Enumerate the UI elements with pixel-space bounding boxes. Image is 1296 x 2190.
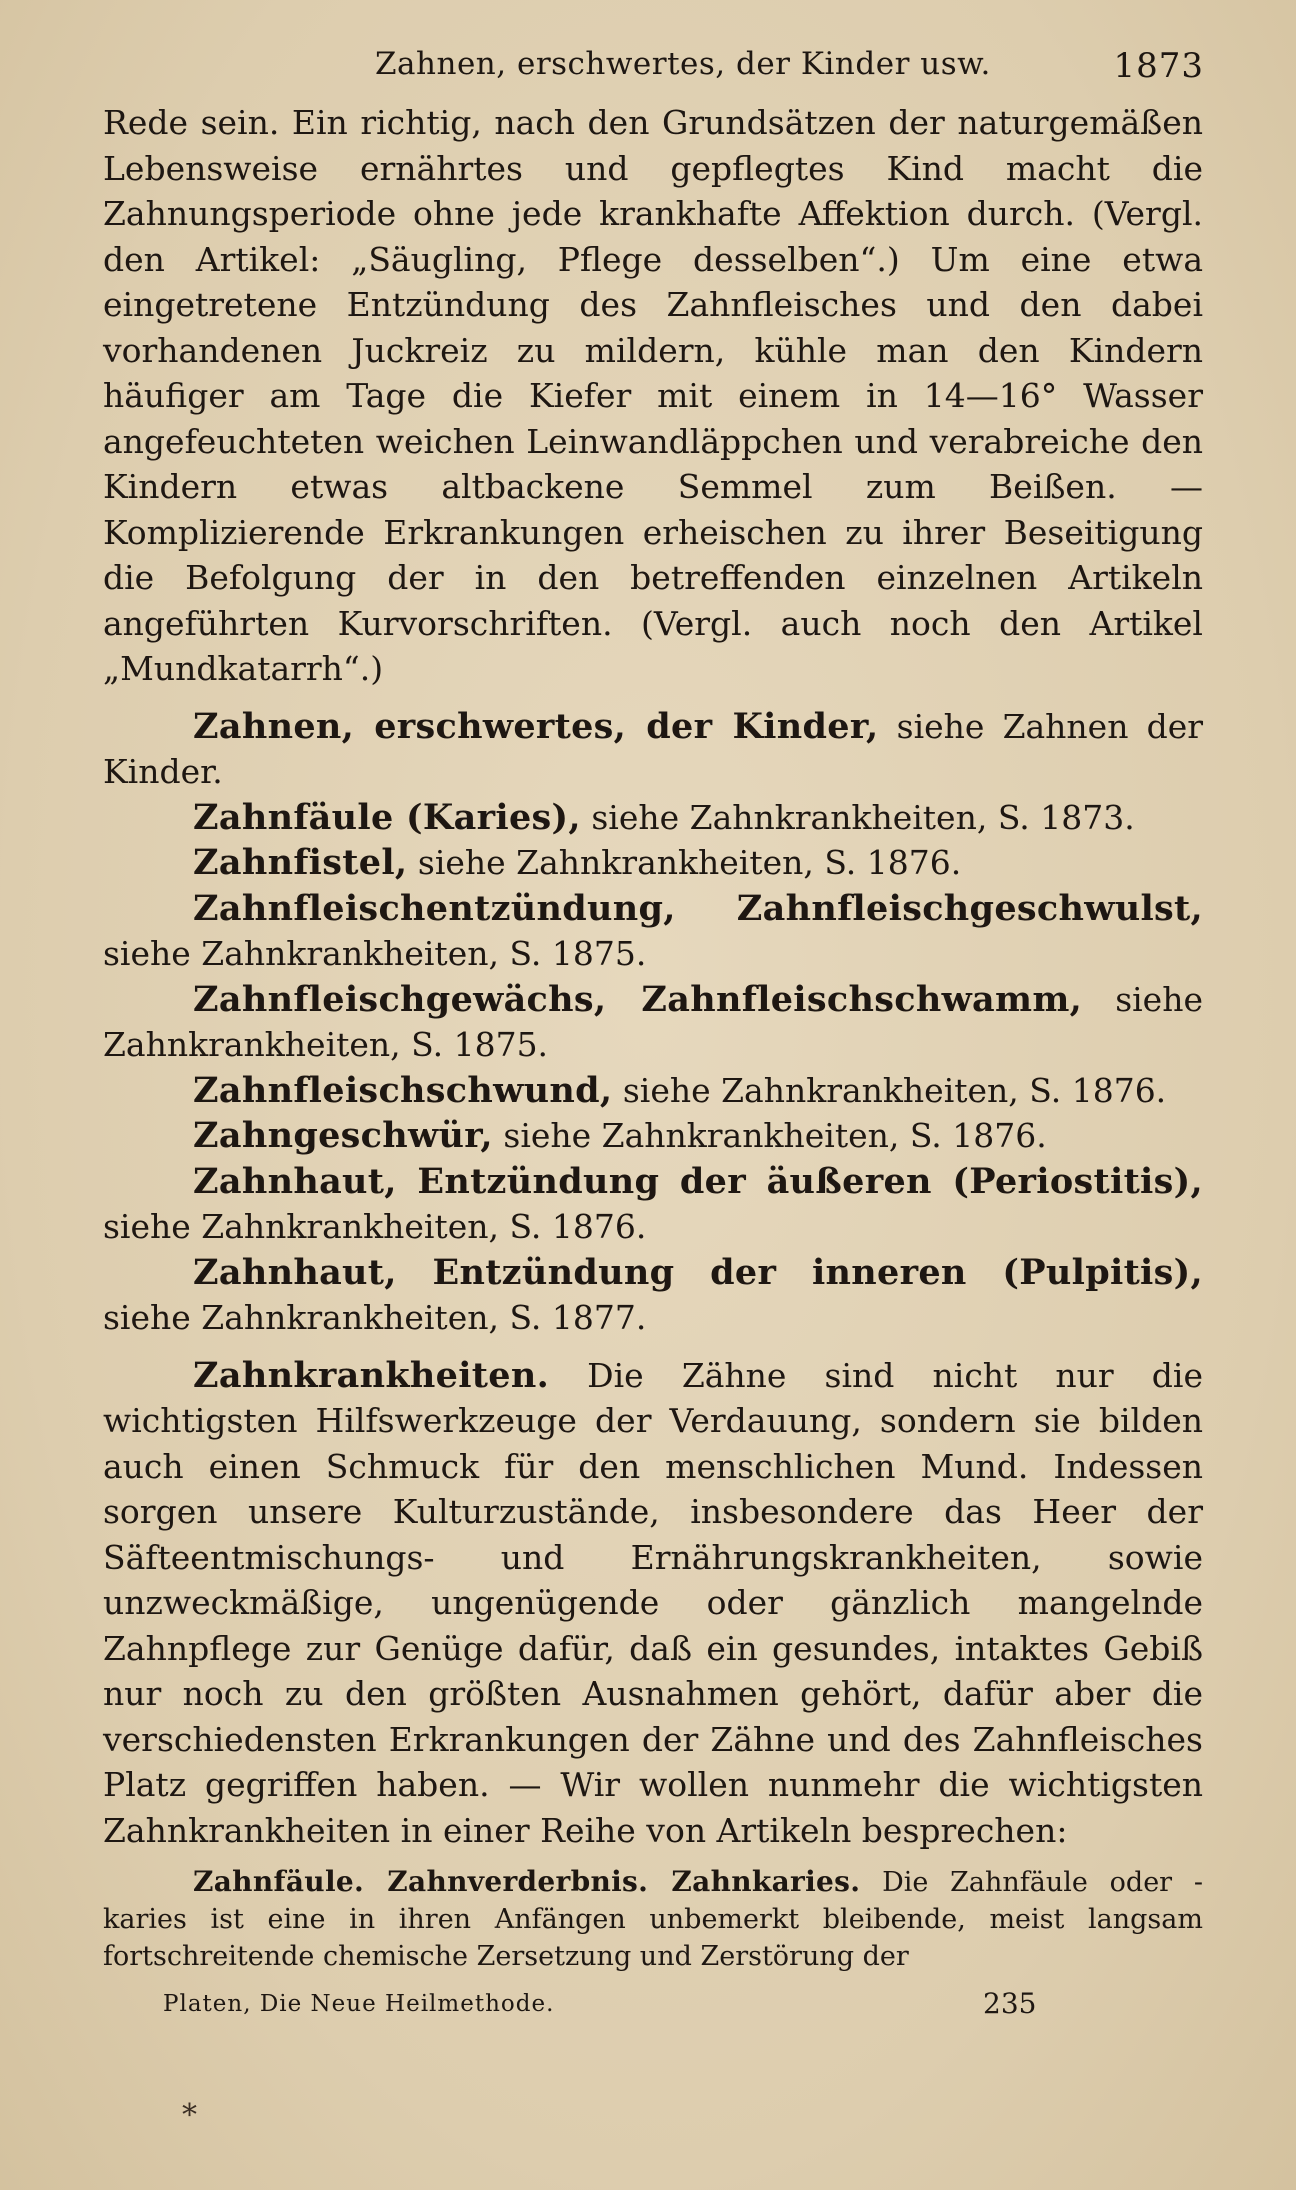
signature-number: 235 <box>983 1987 1037 2020</box>
entry-reference: siehe Zahnkrankheiten, S. 1876. <box>103 1207 647 1246</box>
entry-reference: siehe Zahnkrankheiten, S. 1876. <box>407 843 962 882</box>
article-text: Die Zähne sind nicht nur die wichtigsten Hilfswerkzeuge der Verdauung, sondern sie bilden auch einen Schmuck für den menschlichen Mund. Indessen sorgen unsere Kulturzustände, insbesondere das Heer der Säfteentmischungs- und Ernährungskrankheiten, sowie unzweckmäßige, ungenügende oder gänzlich mangelnde Zahnpflege zur Genüge dafür, daß ein gesundes, intaktes Gebiß nur noch zu den größten Ausnahmen gehört, dafür aber die verschiedensten Erkrankungen der Zähne und des Zahnfleisches Platz gegriffen haben. — Wir wollen nunmehr die wichtigsten Zahnkrankheiten in einer Reihe von Artikeln besprechen: <box>103 1355 1203 1850</box>
entry-headword: Zahnfleischgewächs, Zahnfleischschwamm, <box>193 978 1083 1020</box>
page-content <box>103 40 1203 2037</box>
entry-reference: siehe Zahnkrankheiten, S. 1875. <box>103 934 647 973</box>
entry-reference: siehe Zahnen der Kinder. <box>103 706 1204 791</box>
page-footer <box>103 1987 1203 2037</box>
entry-reference: siehe Zahnkrankheiten, S. 1873. <box>580 797 1135 837</box>
entry-zahngeschwuer <box>103 1113 1203 1159</box>
entry-reference: siehe Zahnkrankheiten, S. 1876. <box>612 1070 1167 1110</box>
entry-zahnfleischentzuendung <box>103 886 1203 977</box>
entry-zahnfaeule-karies <box>103 795 1203 841</box>
running-head <box>103 40 1203 100</box>
entry-headword: Zahnfleischschwund, <box>193 1069 613 1111</box>
entry-headword: Zahnfäule (Karies), <box>193 796 581 838</box>
sub-article-headword: Zahnfäule. Zahnverderbnis. Zahnkaries. <box>193 1865 861 1898</box>
entry-headword: Zahnfistel, <box>193 842 408 883</box>
entry-headword: Zahngeschwür, <box>193 1115 493 1156</box>
asterisk-mark: * <box>182 2098 197 2133</box>
entry-zahnen-erschwertes <box>103 704 1203 795</box>
entry-zahnhaut-innere <box>103 1250 1203 1341</box>
entry-headword: Zahnhaut, Entzündung der äußeren (Periostitis), <box>193 1160 1203 1202</box>
page-number: 1873 <box>1113 46 1204 86</box>
entry-reference: siehe Zahnkrankheiten, S. 1876. <box>492 1116 1047 1155</box>
entry-zahnfleischschwund <box>103 1068 1203 1114</box>
entry-reference: siehe Zahnkrankheiten, S. 1875. <box>103 979 1203 1064</box>
entry-headword: Zahnfleischentzündung, Zahnfleischgeschwulst, <box>193 887 1203 929</box>
entry-zahnhaut-aeussere <box>103 1159 1203 1250</box>
entry-headword: Zahnhaut, Entzündung der inneren (Pulpitis), <box>193 1251 1203 1293</box>
sub-article-zahnfaeule <box>103 1863 1203 1975</box>
entry-headword: Zahnen, erschwertes, der Kinder, <box>193 705 879 747</box>
body-text <box>103 100 1203 1853</box>
running-title: Zahnen, erschwertes, der Kinder usw. <box>375 46 991 82</box>
paragraph-continuation: Rede sein. Ein richtig, nach den Grundsätzen der naturgemäßen Lebensweise ernährtes und gepflegtes Kind macht die Zahnungsperiode ohne jede krankhafte Affektion durch. (Vergl. den Artikel: „Säugling, Pflege desselben“.) Um eine etwa eingetretene Entzündung des Zahnfleisches und den dabei vorhandenen Juckreiz zu mildern, kühle man den Kindern häufiger am Tage die Kiefer mit einem in 14—16° Wasser angefeuchteten weichen Leinwandläppchen und verabreiche den Kindern etwas altbackene Semmel zum Beißen. — Komplizierende Erkrankungen erheischen zu ihrer Beseitigung die Befolgung der in den betreffenden einzelnen Artikeln angeführten Kurvorschriften. (Vergl. auch noch den Artikel „Mundkatarrh“.) <box>103 103 1203 688</box>
article-headword: Zahnkrankheiten. <box>193 1354 550 1396</box>
entry-zahnfleischgewaechs <box>103 977 1203 1068</box>
imprint-line: Platen, Die Neue Heilmethode. <box>163 1991 555 2017</box>
sub-article-text: Die Zahnfäule oder -karies ist eine in ihren Anfängen unbemerkt bleibende, meist langsam fortschreitende chemische Zersetzung und Zerstörung der <box>103 1867 1203 1972</box>
entry-reference: siehe Zahnkrankheiten, S. 1877. <box>103 1298 647 1337</box>
entry-zahnfistel <box>103 840 1203 886</box>
article-zahnkrankheiten <box>103 1353 1203 1854</box>
